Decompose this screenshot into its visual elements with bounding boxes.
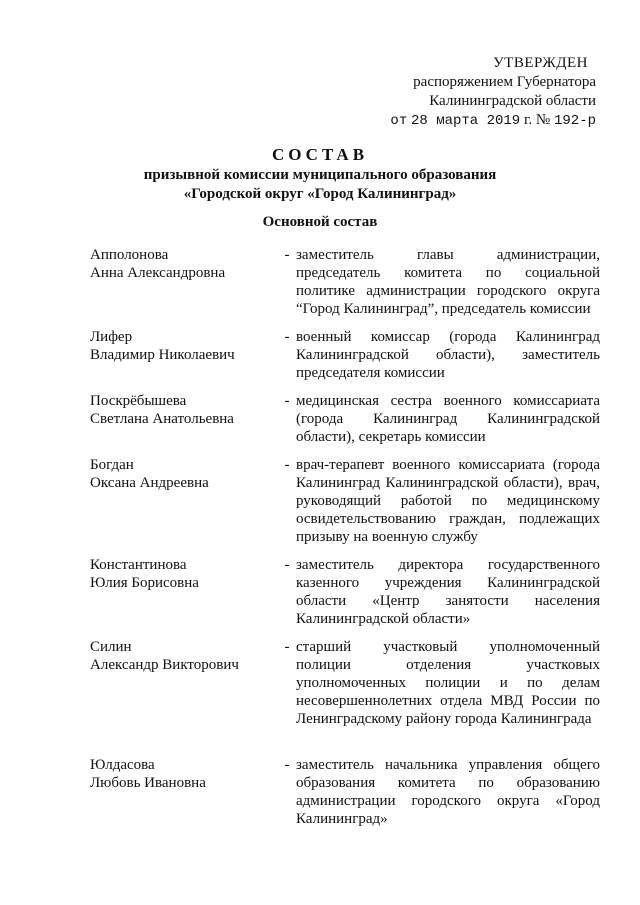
approval-date-line <box>366 111 596 131</box>
member-given-names: Александр Викторович <box>90 657 239 673</box>
member-given-names: Юлия Борисовна <box>90 575 199 591</box>
approval-title: УТВЕРЖДЕН <box>493 55 588 71</box>
member-surname: Константинова <box>90 557 187 573</box>
member-given-names: Любовь Ивановна <box>90 775 206 791</box>
member-role: заместитель директора государственного казенного учреждения Калининградской области «Центр занятости населения Калининградской области» <box>296 557 600 627</box>
document-title: СОСТАВ <box>271 145 369 164</box>
approval-date-prefix: от <box>390 113 408 129</box>
member-role: старший участковый уполномоченный полиции отделения участковых уполномоченных полиции и по делам несовершеннолетних отдела МВД России по Ленинградскому району города Калининграда <box>296 639 600 727</box>
members-list <box>90 246 600 836</box>
approval-date-value: 28 марта 2019 <box>410 113 521 129</box>
member-name <box>90 638 280 674</box>
member-role: врач-терапевт военного комиссариата (города Калининград Калининградской области), врач, руководящий работой по медицинскому освидетельствованию граждан, подлежащих призыву на военную службу <box>296 457 600 545</box>
member-role: медицинская сестра военного комиссариата (города Калининград Калининградской области), секретарь комиссии <box>296 393 600 445</box>
member-surname: Лифер <box>90 329 133 345</box>
member-surname: Апполонова <box>90 247 169 263</box>
member-name <box>90 246 280 282</box>
member-role: заместитель начальника управления общего образования комитета по образованию администрации городского округа «Город Калининград» <box>296 757 600 827</box>
approval-year-suffix: г. № <box>523 112 551 128</box>
member-given-names: Владимир Николаевич <box>90 347 235 363</box>
member-dash: - <box>284 757 290 773</box>
document-subtitle-1: призывной комиссии муниципального образования <box>143 167 497 183</box>
member-given-names: Светлана Анатольевна <box>90 411 234 427</box>
member-dash: - <box>284 329 290 345</box>
member-row <box>90 756 600 836</box>
member-name <box>90 328 280 364</box>
approval-line-1: распоряжением Губернатора <box>413 74 596 90</box>
member-role: военный комиссар (города Калининград Калининградской области), заместитель председателя комиссии <box>296 329 600 381</box>
member-row <box>90 456 600 556</box>
member-surname: Богдан <box>90 457 134 473</box>
member-dash: - <box>284 247 290 263</box>
section-title: Основной состав <box>262 214 378 230</box>
member-name <box>90 456 280 492</box>
approval-line-2: Калининградской области <box>429 93 596 109</box>
member-row <box>90 246 600 328</box>
member-name <box>90 392 280 428</box>
member-role: заместитель главы администрации, председатель комитета по социальной политике администрации городского округа “Город Калининград”, председатель комиссии <box>296 247 600 317</box>
member-dash: - <box>284 557 290 573</box>
approval-block <box>366 54 596 131</box>
member-given-names: Оксана Андреевна <box>90 475 209 491</box>
member-dash: - <box>284 639 290 655</box>
member-dash: - <box>284 393 290 409</box>
member-name <box>90 556 280 592</box>
member-name <box>90 756 280 792</box>
document-header <box>0 144 640 204</box>
member-row <box>90 328 600 392</box>
member-row <box>90 638 600 756</box>
approval-number: 192-р <box>553 113 596 129</box>
member-row <box>90 556 600 638</box>
member-row <box>90 392 600 456</box>
member-given-names: Анна Александровна <box>90 265 226 281</box>
member-surname: Юлдасова <box>90 757 155 773</box>
member-surname: Силин <box>90 639 132 655</box>
member-surname: Поскрёбышева <box>90 393 187 409</box>
member-dash: - <box>284 457 290 473</box>
document-subtitle-2: «Городской округ «Город Калининград» <box>183 186 457 202</box>
